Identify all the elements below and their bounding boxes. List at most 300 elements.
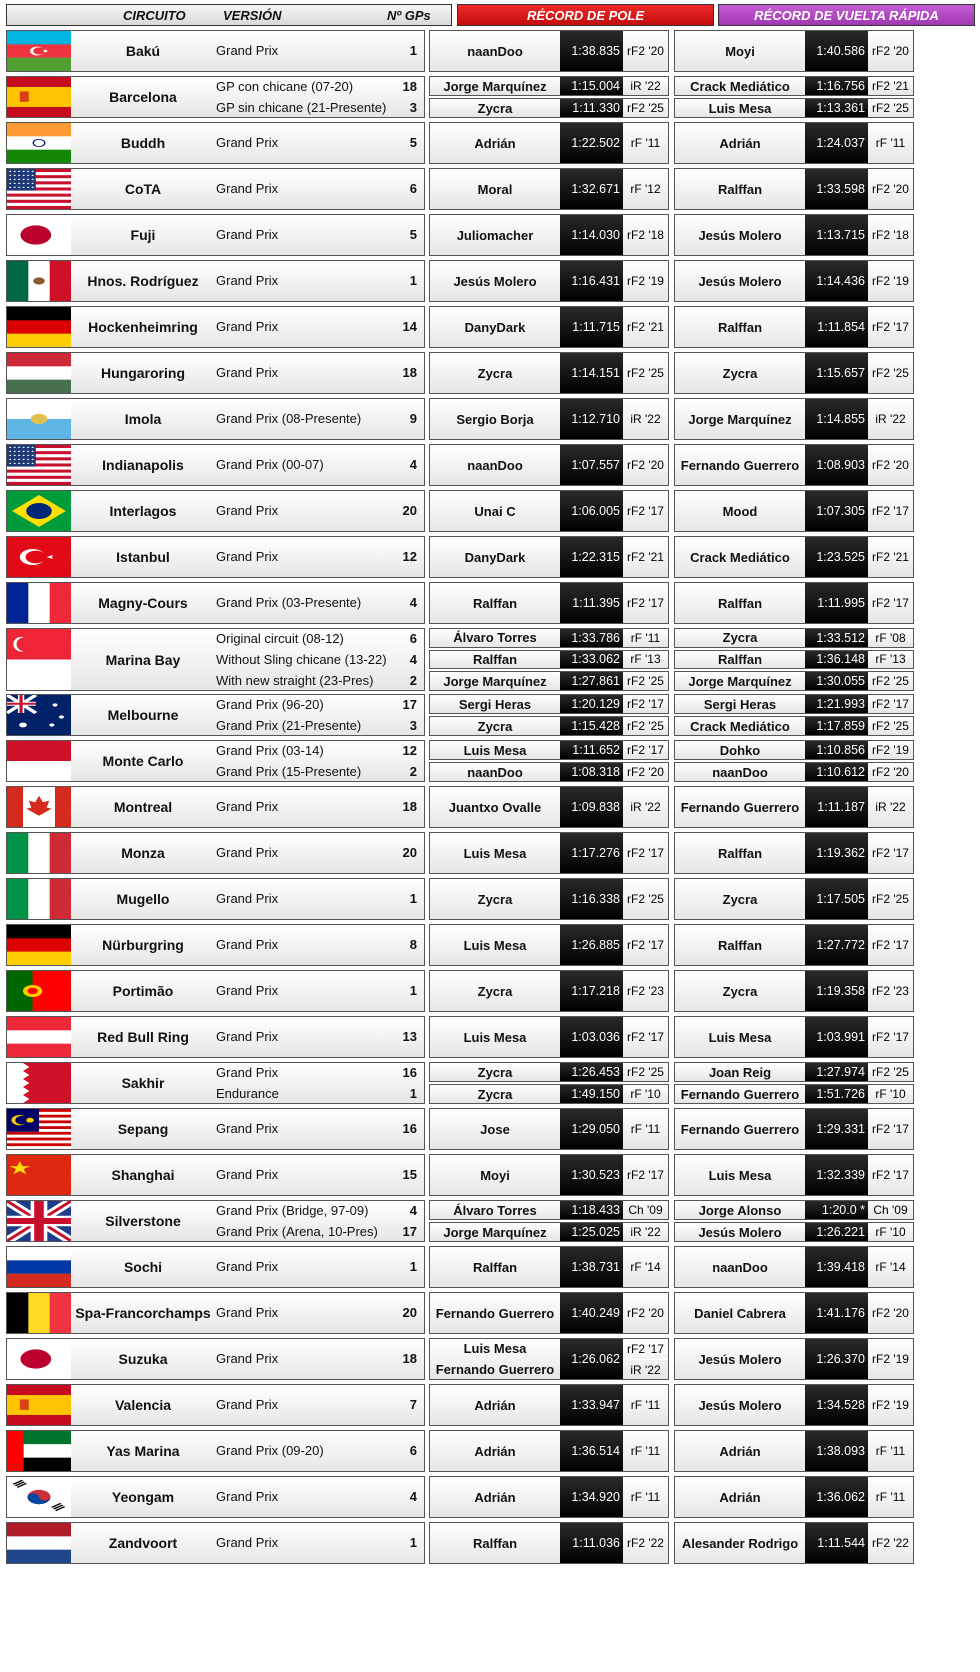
circuit-row	[0, 30, 980, 72]
pole-game-badge: rF2 '25	[627, 719, 664, 733]
pole-driver: Jesús Molero	[453, 273, 537, 289]
version-label: Grand Prix (Arena, 10-Pres)	[216, 1224, 378, 1239]
pole-game-badge: rF2 '25	[627, 1065, 664, 1079]
circuit-name: Marina Bay	[105, 651, 181, 668]
pole-game-badge: rF2 '17	[627, 846, 664, 860]
pole-game-badge: rF2 '17	[627, 938, 664, 952]
version-label: Grand Prix	[216, 1305, 279, 1320]
header-gps: Nº GPs	[387, 8, 431, 23]
circuit-row	[0, 1476, 980, 1518]
gp-count: 3	[409, 100, 417, 115]
circuit-name: Interlagos	[109, 503, 177, 519]
pole-time: 1:38.731	[560, 1247, 623, 1287]
lap-game-badge: rF2 '17	[872, 938, 909, 952]
lap-game-badge: rF '11	[875, 1444, 906, 1458]
lap-time: 1:20.0 *	[805, 1201, 868, 1219]
lap-game-badge: rF '11	[875, 1490, 906, 1504]
lap-game-badge: rF2 '19	[872, 1352, 909, 1366]
lap-driver: Moyi	[725, 43, 755, 59]
lap-game-badge: rF2 '25	[872, 101, 909, 115]
lap-driver: Luis Mesa	[708, 1167, 772, 1183]
pole-game-badge: rF2 '17	[627, 1168, 664, 1182]
pole-time: 1:17.218	[560, 971, 623, 1011]
pole-time: 1:26.062	[560, 1339, 623, 1379]
lap-time: 1:33.512	[805, 629, 868, 647]
gp-count: 18	[402, 79, 417, 94]
lap-game-badge: rF '13	[875, 652, 906, 667]
version-label: Endurance	[216, 1086, 279, 1101]
pole-game-badge: iR '22	[630, 79, 661, 93]
pole-time: 1:11.330	[560, 99, 623, 117]
pole-game-badge: rF2 '22	[627, 1536, 664, 1550]
header-version: VERSIÓN	[223, 8, 282, 23]
pole-time: 1:25.025	[560, 1223, 623, 1241]
lap-driver: Luis Mesa	[708, 1029, 772, 1045]
lap-time: 1:17.505	[805, 879, 868, 919]
lap-time: 1:03.991	[805, 1017, 868, 1057]
lap-time: 1:19.362	[805, 833, 868, 873]
pole-game-badge: rF '11	[630, 1122, 661, 1136]
lap-time: 1:27.772	[805, 925, 868, 965]
circuit-name: Sakhir	[121, 1075, 165, 1091]
version-label: Grand Prix (03-14)	[216, 743, 324, 758]
flag-icon-hungary	[7, 353, 71, 393]
gp-count: 9	[409, 411, 417, 426]
pole-time: 1:40.249	[560, 1293, 623, 1333]
pole-driver: DanyDark	[464, 319, 526, 335]
lap-game-badge: rF2 '19	[872, 1398, 909, 1412]
pole-time: 1:26.453	[560, 1063, 623, 1081]
flag-icon-italy	[7, 879, 71, 919]
flag-icon-bahrain	[7, 1063, 71, 1103]
flag-icon-russia	[7, 1247, 71, 1287]
version-label: Grand Prix	[216, 1029, 279, 1044]
circuit-name: Valencia	[114, 1397, 172, 1413]
version-label: Grand Prix	[216, 1167, 279, 1182]
circuit-name: Sochi	[123, 1259, 163, 1275]
lap-driver: Adrián	[719, 135, 761, 151]
pole-driver: Zycra	[477, 100, 513, 116]
version-label: Grand Prix (00-07)	[216, 457, 324, 472]
gp-count: 17	[402, 697, 417, 712]
circuit-row	[0, 740, 980, 782]
version-label: Grand Prix	[216, 891, 279, 906]
pole-time: 1:49.150	[560, 1085, 623, 1103]
lap-game-badge: rF2 '17	[872, 697, 909, 711]
lap-time: 1:41.176	[805, 1293, 868, 1333]
pole-driver-2: Fernando Guerrero	[435, 1362, 555, 1377]
pole-game-badge: rF '12	[630, 182, 661, 196]
lap-game-badge: rF2 '25	[872, 719, 909, 733]
pole-driver: Luis Mesa	[463, 845, 527, 861]
pole-game-badge: rF '11	[630, 1444, 661, 1458]
circuit-row	[0, 970, 980, 1012]
flag-icon-usa	[7, 169, 71, 209]
gp-count: 4	[409, 595, 417, 610]
lap-game-badge: Ch '09	[873, 1203, 908, 1217]
pole-game-badge: iR '22	[630, 412, 661, 426]
version-label: Grand Prix	[216, 365, 279, 380]
lap-driver: Ralffan	[717, 651, 763, 667]
version-label: Grand Prix (08-Presente)	[216, 411, 362, 426]
gp-count: 1	[409, 1259, 417, 1274]
pole-time: 1:06.005	[560, 491, 623, 531]
pole-driver: Jorge Marquínez	[443, 78, 547, 94]
circuit-name: Sepang	[117, 1121, 169, 1137]
lap-driver: Daniel Cabrera	[694, 1305, 786, 1321]
gp-count: 20	[402, 503, 417, 518]
circuit-row	[0, 924, 980, 966]
lap-time: 1:10.612	[805, 763, 868, 781]
circuit-name: Montreal	[113, 799, 173, 815]
lap-game-badge: rF '14	[875, 1260, 906, 1274]
pole-time: 1:11.036	[560, 1523, 623, 1563]
circuit-row	[0, 168, 980, 210]
version-label: Grand Prix	[216, 937, 279, 952]
pole-game-badge: iR '22	[630, 1225, 661, 1239]
pole-time: 1:14.030	[560, 215, 623, 255]
lap-time: 1:27.974	[805, 1063, 868, 1081]
gp-count: 18	[402, 365, 417, 380]
lap-driver: Ralffan	[717, 319, 763, 335]
pole-game-badge: rF2 '17	[627, 596, 664, 610]
pole-driver: Jorge Marquínez	[443, 673, 547, 689]
pole-driver: Juantxo Ovalle	[448, 799, 542, 815]
pole-game-badge: rF2 '25	[627, 892, 664, 906]
lap-time: 1:17.859	[805, 717, 868, 735]
lap-driver: Jorge Alonso	[698, 1202, 782, 1218]
lap-time: 1:30.055	[805, 672, 868, 690]
lap-time: 1:24.037	[805, 123, 868, 163]
gp-count: 20	[402, 1305, 417, 1320]
pole-driver: naanDoo	[467, 457, 523, 473]
circuit-name: Red Bull Ring	[97, 1029, 189, 1045]
gp-count: 1	[409, 273, 417, 288]
lap-time: 1:51.726	[805, 1085, 868, 1103]
gp-count: 4	[409, 1489, 417, 1504]
lap-driver: Jesús Molero	[698, 1224, 782, 1240]
lap-time: 1:40.586	[805, 31, 868, 71]
gp-count: 4	[409, 457, 417, 472]
pole-driver: Álvaro Torres	[453, 630, 537, 646]
lap-time: 1:21.993	[805, 695, 868, 713]
pole-time: 1:15.004	[560, 77, 623, 95]
circuit-row	[0, 1108, 980, 1150]
circuit-name: Barcelona	[109, 89, 177, 105]
circuit-row	[0, 352, 980, 394]
gp-count: 2	[409, 764, 417, 779]
circuit-name: Nürburgring	[102, 937, 184, 953]
circuit-row	[0, 1016, 980, 1058]
lap-game-badge: rF2 '18	[872, 228, 909, 242]
lap-time: 1:36.148	[805, 651, 868, 669]
pole-driver: Jose	[480, 1121, 510, 1137]
circuit-name: Monte Carlo	[102, 753, 184, 769]
version-label: Grand Prix	[216, 181, 279, 196]
flag-icon-germany	[7, 307, 71, 347]
circuit-name: Yeongam	[111, 1489, 175, 1505]
pole-game-badge: rF2 '17	[627, 697, 664, 711]
circuit-row	[0, 1154, 980, 1196]
gp-count: 14	[402, 319, 417, 334]
pole-driver: Ralffan	[472, 1259, 518, 1275]
circuit-name: Silverstone	[105, 1213, 181, 1229]
lap-game-badge: rF2 '20	[872, 182, 909, 196]
pole-time: 1:11.652	[560, 741, 623, 759]
lap-game-badge: rF2 '25	[872, 1065, 909, 1079]
lap-driver: naanDoo	[712, 764, 768, 780]
circuit-row	[0, 832, 980, 874]
pole-time: 1:08.318	[560, 763, 623, 781]
version-label: Grand Prix	[216, 1351, 279, 1366]
version-label: GP con chicane (07-20)	[216, 79, 354, 94]
circuit-row	[0, 214, 980, 256]
lap-game-badge: rF2 '22	[872, 1536, 909, 1550]
pole-game-badge: rF2 '18	[627, 228, 664, 242]
pole-time: 1:32.671	[560, 169, 623, 209]
flag-icon-japan	[7, 215, 71, 255]
header-pole-record: RÉCORD DE POLE	[457, 4, 714, 26]
pole-game-badge: rF '14	[630, 1260, 661, 1274]
pole-time: 1:09.838	[560, 787, 623, 827]
flag-icon-belgium	[7, 1293, 71, 1333]
circuit-name: Imola	[124, 411, 162, 427]
lap-game-badge: iR '22	[875, 800, 906, 814]
pole-time: 1:14.151	[560, 353, 623, 393]
lap-time: 1:36.062	[805, 1477, 868, 1517]
gp-count: 4	[409, 652, 417, 667]
lap-driver: Crack Mediático	[690, 718, 790, 734]
pole-game-badge: rF2 '19	[627, 274, 664, 288]
lap-time: 1:19.358	[805, 971, 868, 1011]
version-label: Grand Prix (03-Presente)	[216, 595, 362, 610]
lap-time: 1:32.339	[805, 1155, 868, 1195]
pole-game-badge: rF2 '25	[627, 674, 664, 689]
pole-game-badge: rF '11	[630, 136, 661, 150]
version-label: Grand Prix (09-20)	[216, 1443, 324, 1458]
pole-driver: Adrián	[474, 1443, 516, 1459]
lap-game-badge: rF '11	[875, 136, 906, 150]
circuit-row	[0, 1430, 980, 1472]
pole-game-badge: rF '11	[630, 1490, 661, 1504]
lap-driver: Fernando Guerrero	[680, 1086, 800, 1102]
lap-game-badge: rF2 '17	[872, 504, 909, 518]
pole-driver: Zycra	[477, 718, 513, 734]
version-label: Grand Prix	[216, 1397, 279, 1412]
pole-driver: Moyi	[480, 1167, 510, 1183]
circuit-row	[0, 1384, 980, 1426]
flag-icon-uae	[7, 1431, 71, 1471]
pole-game-badge: rF2 '20	[627, 458, 664, 472]
flag-icon-canada	[7, 787, 71, 827]
pole-time: 1:07.557	[560, 445, 623, 485]
lap-game-badge: rF2 '20	[872, 44, 909, 58]
pole-driver: Álvaro Torres	[453, 1202, 537, 1218]
lap-time: 1:07.305	[805, 491, 868, 531]
lap-time: 1:39.418	[805, 1247, 868, 1287]
pole-time: 1:34.920	[560, 1477, 623, 1517]
pole-game-badge: rF2 '17	[627, 504, 664, 518]
circuit-row	[0, 1522, 980, 1564]
version-label: GP sin chicane (21-Presente)	[216, 100, 387, 115]
lap-driver: Joan Reig	[708, 1064, 772, 1080]
pole-time: 1:16.338	[560, 879, 623, 919]
gp-count: 13	[402, 1029, 417, 1044]
lap-game-badge: rF2 '25	[872, 366, 909, 380]
flag-icon-brazil	[7, 491, 71, 531]
pole-driver: Fernando Guerrero	[435, 1305, 555, 1321]
circuit-name: Zandvoort	[108, 1535, 178, 1551]
version-label: Grand Prix	[216, 227, 279, 242]
circuit-row	[0, 1338, 980, 1380]
lap-driver: Zycra	[722, 365, 758, 381]
lap-game-badge: rF2 '21	[872, 79, 909, 93]
lap-time: 1:10.856	[805, 741, 868, 759]
lap-driver: Zycra	[722, 983, 758, 999]
header-fastest-lap-record: RÉCORD DE VUELTA RÁPIDA	[718, 4, 975, 26]
circuit-name: Hockenheimring	[88, 319, 198, 335]
lap-time: 1:15.657	[805, 353, 868, 393]
pole-time: 1:03.036	[560, 1017, 623, 1057]
pole-driver: Unai C	[474, 503, 516, 519]
circuit-name: CoTA	[124, 181, 162, 197]
version-label: Grand Prix (96-20)	[216, 697, 324, 712]
circuit-name: Hnos. Rodríguez	[87, 273, 199, 289]
lap-time: 1:11.854	[805, 307, 868, 347]
lap-time: 1:13.715	[805, 215, 868, 255]
lap-time: 1:33.598	[805, 169, 868, 209]
circuit-row	[0, 628, 980, 691]
version-label: Grand Prix	[216, 503, 279, 518]
version-label: Original circuit (08-12)	[216, 631, 344, 646]
lap-time: 1:29.331	[805, 1109, 868, 1149]
lap-game-badge: iR '22	[875, 412, 906, 426]
version-label: Grand Prix (Bridge, 97-09)	[216, 1203, 369, 1218]
pole-driver: Luis Mesa	[463, 1029, 527, 1045]
version-label: Grand Prix (15-Presente)	[216, 764, 362, 779]
pole-game-badge: rF2 '17	[627, 1030, 664, 1044]
pole-game-badge: rF2 '21	[627, 550, 664, 564]
pole-driver: Zycra	[477, 365, 513, 381]
version-label: Grand Prix (21-Presente)	[216, 718, 362, 733]
flag-icon-turkey	[7, 537, 71, 577]
lap-time: 1:11.187	[805, 787, 868, 827]
pole-time: 1:11.395	[560, 583, 623, 623]
version-label: Grand Prix	[216, 319, 279, 334]
version-label: Grand Prix	[216, 1259, 279, 1274]
gp-count: 18	[402, 799, 417, 814]
pole-game-badge: rF2 '23	[627, 984, 664, 998]
pole-driver: Luis Mesa	[463, 1341, 527, 1356]
pole-driver: Sergi Heras	[458, 696, 532, 712]
version-label: Grand Prix	[216, 799, 279, 814]
flag-icon-germany	[7, 925, 71, 965]
pole-time: 1:20.129	[560, 695, 623, 713]
pole-driver: Zycra	[477, 983, 513, 999]
pole-time: 1:33.947	[560, 1385, 623, 1425]
lap-game-badge: rF2 '17	[872, 1168, 909, 1182]
pole-driver: Jorge Marquínez	[443, 1224, 547, 1240]
gp-count: 18	[402, 1351, 417, 1366]
pole-time: 1:33.062	[560, 651, 623, 669]
circuit-row	[0, 490, 980, 532]
lap-driver: Mood	[722, 503, 758, 519]
flag-icon-mexico	[7, 261, 71, 301]
flag-icon-singapore	[7, 629, 71, 690]
lap-game-badge: rF '10	[875, 1087, 906, 1101]
circuit-name: Spa-Francorchamps	[75, 1305, 211, 1321]
lap-time: 1:38.093	[805, 1431, 868, 1471]
pole-time: 1:22.315	[560, 537, 623, 577]
circuit-row	[0, 694, 980, 736]
circuit-row	[0, 1246, 980, 1288]
lap-time: 1:23.525	[805, 537, 868, 577]
version-label: With new straight (23-Pres)	[216, 673, 374, 688]
circuit-name: Suzuka	[118, 1351, 168, 1367]
pole-driver: Ralffan	[472, 651, 518, 667]
lap-game-badge: rF '10	[875, 1225, 906, 1239]
lap-driver: naanDoo	[712, 1259, 768, 1275]
pole-time: 1:17.276	[560, 833, 623, 873]
lap-driver: Ralffan	[717, 595, 763, 611]
gp-count: 6	[409, 181, 417, 196]
lap-driver: Sergi Heras	[703, 696, 777, 712]
lap-driver: Jesús Molero	[698, 227, 782, 243]
pole-driver: Moral	[477, 181, 513, 197]
flag-icon-australia	[7, 695, 71, 735]
version-label: Grand Prix	[216, 273, 279, 288]
lap-game-badge: rF2 '19	[872, 274, 909, 288]
pole-driver: Ralffan	[472, 595, 518, 611]
circuit-row	[0, 76, 980, 118]
circuit-name: Fuji	[130, 227, 156, 243]
pole-game-badge: rF2 '25	[627, 366, 664, 380]
flag-icon-italy	[7, 833, 71, 873]
lap-driver: Fernando Guerrero	[680, 1121, 800, 1137]
lap-driver: Jesús Molero	[698, 1397, 782, 1413]
gp-count: 4	[409, 1203, 417, 1218]
pole-game-badge: rF2 '20	[627, 1306, 664, 1320]
lap-time: 1:14.855	[805, 399, 868, 439]
pole-game-badge: rF2 '17	[627, 1342, 664, 1356]
pole-time: 1:38.835	[560, 31, 623, 71]
lap-game-badge: rF2 '17	[872, 846, 909, 860]
flag-icon-spain	[7, 77, 71, 117]
gp-count: 2	[409, 673, 417, 688]
flag-icon-japan	[7, 1339, 71, 1379]
lap-driver: Ralffan	[717, 181, 763, 197]
version-label: Grand Prix	[216, 1489, 279, 1504]
gp-count: 5	[409, 135, 417, 150]
lap-driver: Jorge Marquínez	[688, 411, 792, 427]
version-label: Grand Prix	[216, 983, 279, 998]
pole-driver: Adrián	[474, 135, 516, 151]
pole-driver: naanDoo	[467, 43, 523, 59]
version-label: Grand Prix	[216, 549, 279, 564]
flag-icon-azerbaijan	[7, 31, 71, 71]
lap-game-badge: rF2 '17	[872, 1122, 909, 1136]
pole-game-badge: iR '22	[630, 800, 661, 814]
flag-icon-portugal	[7, 971, 71, 1011]
lap-time: 1:14.436	[805, 261, 868, 301]
pole-game-badge: rF2 '20	[627, 44, 664, 58]
header-left	[6, 4, 452, 26]
pole-time: 1:11.715	[560, 307, 623, 347]
pole-driver: Zycra	[477, 891, 513, 907]
pole-time: 1:12.710	[560, 399, 623, 439]
pole-time: 1:15.428	[560, 717, 623, 735]
gp-count: 6	[409, 631, 417, 646]
